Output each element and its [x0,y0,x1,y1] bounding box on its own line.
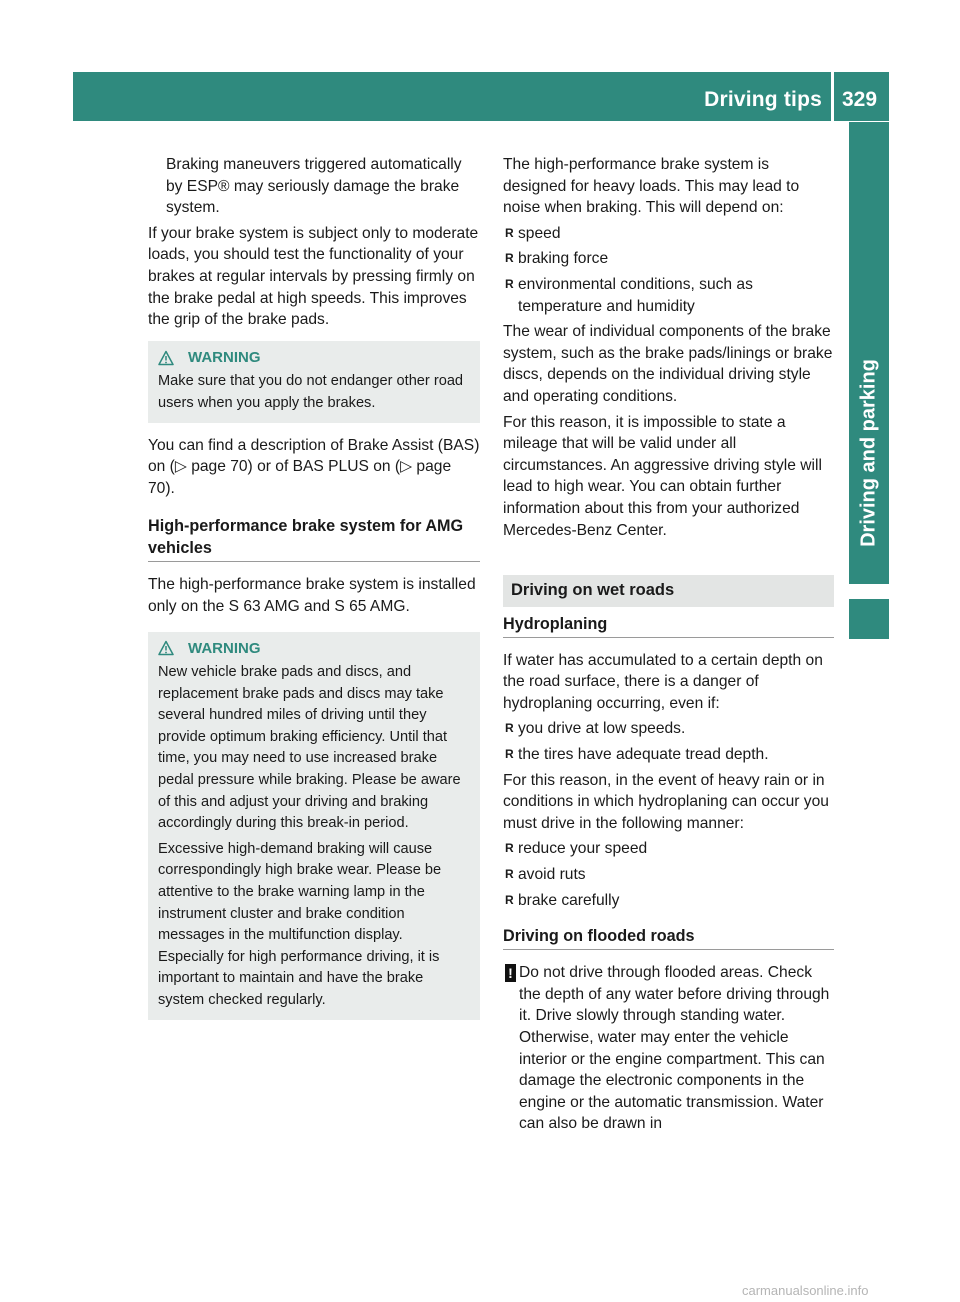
left-column [148,154,480,1032]
amg-brake-heading: High-performance brake system for AMG vehicles [148,515,480,562]
list-item: R brake carefully [503,890,834,912]
bas-paragraph: You can find a description of Brake Assist (BAS) on (▷ page 70) or of BAS PLUS on (▷ page 70). [148,436,480,497]
heavy-rain-paragraph: For this reason, in the event of heavy rain or in conditions in which hydroplaning can occur you must drive in the following manner: [503,771,829,832]
list-item: R avoid ruts [503,864,834,886]
chapter-tab-label: Driving and parking [857,359,880,547]
list-item: R you drive at low speeds. [503,718,834,740]
wet-roads-section-heading: Driving on wet roads [503,575,834,607]
amg-paragraph: The high-performance brake system is installed only on the S 63 AMG and S 65 AMG. [148,576,476,615]
warning-text-wear: Excessive high-demand braking will cause correspondingly high brake wear. Please be attentive to the brake warning lamp in the instrument cluster and brake condition messages in the multifunction display. Especially for high performance driving, it is important to maintain and have the brake system checked regularly. [158,840,442,1008]
wear-paragraph: The wear of individual components of the brake system, such as the brake pads/linings or brake discs, depends on the individual driving style and operating conditions. [503,323,833,405]
brake-test-paragraph: If your brake system is subject only to moderate loads, you should test the functionality of your brakes at regular intervals by pressing firmly on the brake pedal at high speeds. This improves the grip of the brake pads. [148,224,479,329]
mileage-paragraph: For this reason, it is impossible to state a mileage that will be valid under all circumstances. An aggressive driving style will lead to high wear. You can obtain further information about this from your authorized Mercedes-Benz Center. [503,413,822,539]
warning-triangle-icon [158,350,174,366]
list-item: R braking force [503,248,834,270]
warning-title: WARNING [188,348,261,366]
warning-text: Make sure that you do not endanger other road users when you apply the brakes. [158,373,464,411]
watermark: carmanualsonline.info [742,1283,869,1298]
exclamation-icon: ! [505,964,516,982]
list-item: R environmental conditions, such as temperature and humidity [503,274,834,317]
hydroplaning-paragraph: If water has accumulated to a certain depth on the road surface, there is a danger of hydroplaning occurring, even if: [503,651,823,712]
warning-box [148,341,480,423]
header-divider [831,72,834,121]
right-column [503,154,834,1135]
warning-text-breakin: New vehicle brake pads and discs, and replacement brake pads and discs may take several hundred miles of driving until they provide optimum braking efficiency. Until that time, you may need to use increased brake pedal pressure while braking. Please be aware of this and adjust your driving and braking accordingly during this break-in period. [158,664,461,832]
esp-paragraph: Braking maneuvers triggered automatically by ESP® may seriously damage the brake system. [166,156,462,217]
driving-manner-list [503,838,834,911]
heavy-load-paragraph: The high-performance brake system is designed for heavy loads. This may lead to noise when braking. This will depend on: [503,156,800,217]
page-section-title: Driving tips [704,88,822,111]
warning-header [158,638,472,660]
dependency-list [503,223,834,317]
page-number: 329 [842,88,878,111]
list-item: R reduce your speed [503,838,834,860]
flooded-roads-heading: Driving on flooded roads [503,925,834,950]
list-item: R the tires have adequate tread depth. [503,744,834,766]
hydroplaning-conditions-list [503,718,834,765]
hydroplaning-heading: Hydroplaning [503,613,834,638]
warning-header [158,347,472,369]
warning-box-amg [148,632,480,1020]
warning-triangle-icon [158,640,174,656]
list-item: R speed [503,223,834,245]
warning-title: WARNING [188,639,261,657]
notice-text: Do not drive through flooded areas. Check the depth of any water before driving through it. Drive slowly through standing water. Otherwise, water may enter the vehicle interior or the engine compartment. This can damage the electronic components in the engine or the automatic transmission. Water can also be drawn in [519,964,830,1133]
chapter-marker [849,599,889,639]
notice-block [503,962,834,1135]
